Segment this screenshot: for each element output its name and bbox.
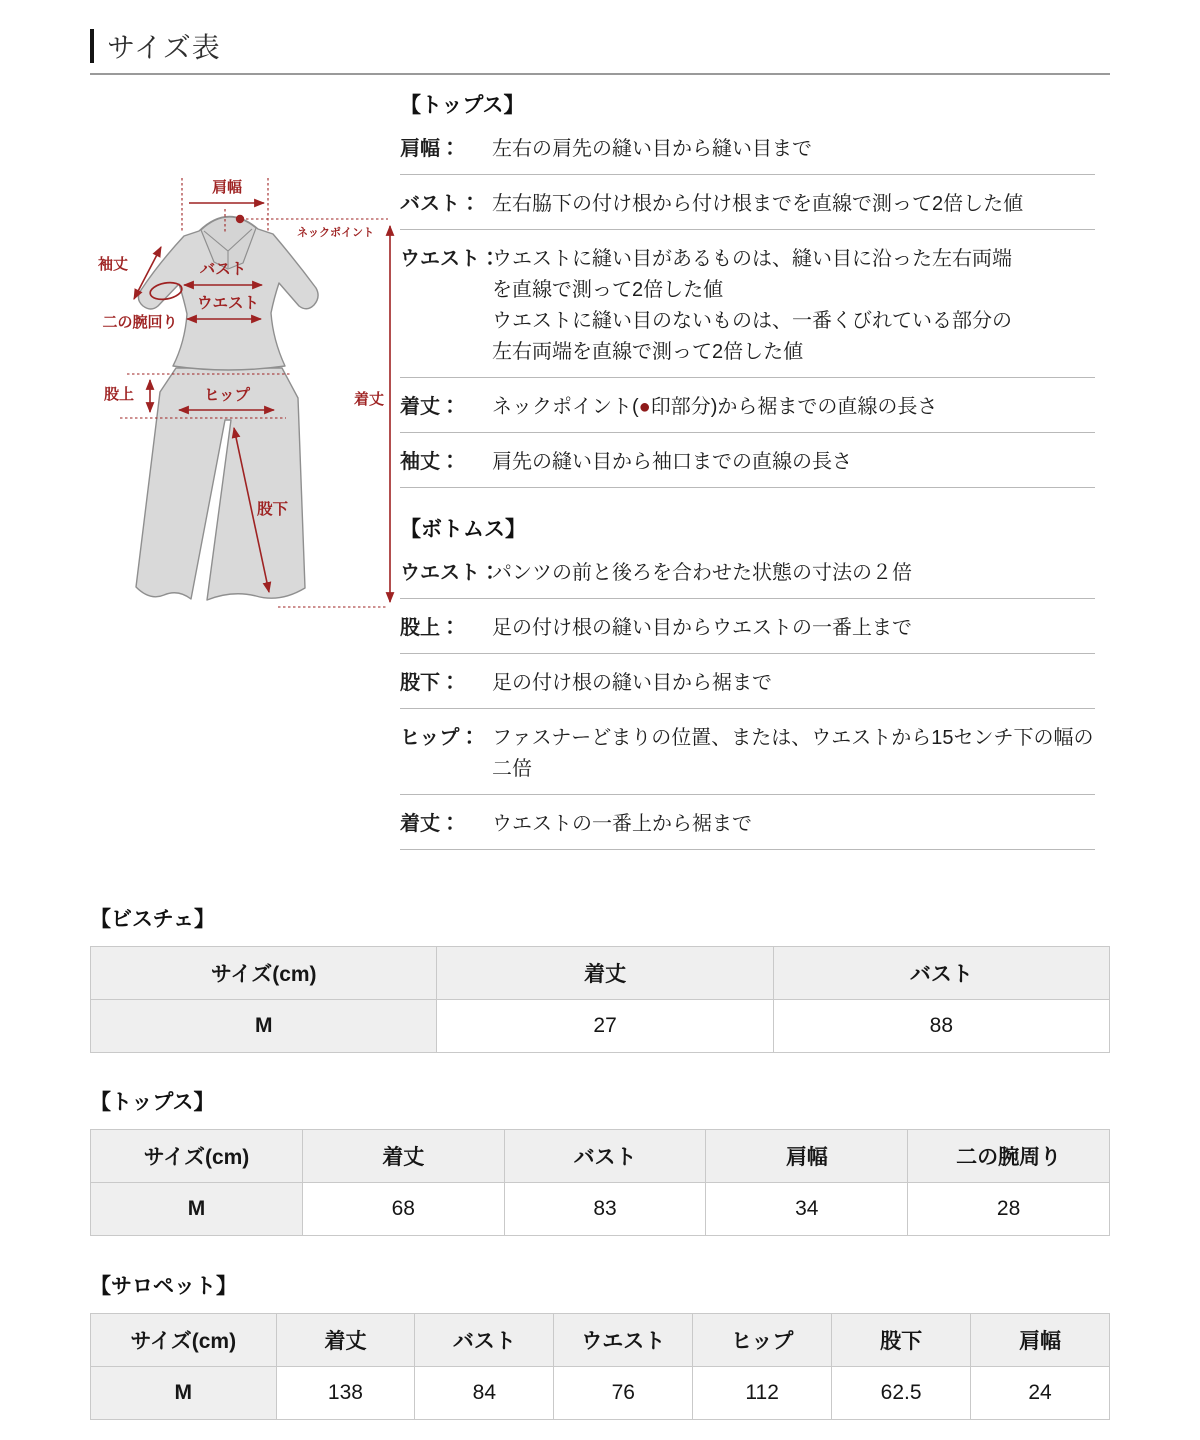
table-header-row: [91, 1130, 1110, 1183]
table-value-cell: 28: [908, 1183, 1110, 1236]
bust-label: バスト: [199, 261, 247, 278]
table-header-cell: 着丈: [437, 947, 773, 1000]
length-label: 着丈: [353, 391, 384, 408]
table-row: [91, 1367, 1110, 1420]
definition-term: 股下：: [400, 672, 460, 694]
neck-point-label: ネックポイント: [297, 227, 374, 239]
bustier-table: [90, 946, 1110, 1053]
inseam-label: 股下: [257, 501, 289, 518]
rise-label: 股上: [104, 386, 135, 403]
table-value-cell: 34: [706, 1183, 908, 1236]
table-header-cell: 着丈: [276, 1314, 415, 1367]
table-header-row: [91, 1314, 1110, 1367]
definition-row-inseam: [400, 654, 1095, 709]
table-header-cell: サイズ(cm): [91, 947, 437, 1000]
table-header-row: [91, 947, 1110, 1000]
definition-term: バスト：: [400, 193, 480, 215]
definition-term: 袖丈：: [400, 451, 460, 473]
definition-description: ネックポイント(●印部分)から裾までの直線の長さ: [492, 396, 938, 418]
neck-point-dot: [236, 215, 244, 223]
table-header-cell: バスト: [415, 1314, 554, 1367]
definition-description: 左右の肩先の縫い目から縫い目まで: [492, 138, 812, 160]
upper-arm-label: 二の腕回り: [102, 314, 178, 331]
table-row: [91, 1183, 1110, 1236]
table-value-cell: 76: [554, 1367, 693, 1420]
title-underline: [90, 73, 1110, 75]
table-header-cell: 肩幅: [971, 1314, 1110, 1367]
size-guide-diagram: [88, 158, 408, 636]
page-title: サイズ表: [107, 32, 221, 63]
shoulder-width-label: 肩幅: [211, 179, 243, 196]
hip-label: ヒップ: [203, 387, 251, 404]
size-label-cell: M: [91, 1183, 303, 1236]
table-value-cell: 88: [773, 1000, 1109, 1053]
table-header-cell: ウエスト: [554, 1314, 693, 1367]
table-header-cell: サイズ(cm): [91, 1130, 303, 1183]
table-value-cell: 83: [504, 1183, 706, 1236]
tops-definitions-heading: 【トップス】: [400, 94, 525, 117]
definition-description: 肩先の縫い目から袖口までの直線の長さ: [492, 451, 852, 473]
table-value-cell: 24: [971, 1367, 1110, 1420]
tops-section: [90, 1086, 1110, 1236]
table-header-cell: ヒップ: [693, 1314, 832, 1367]
definition-row-hip: [400, 709, 1095, 795]
definition-term: 着丈：: [400, 813, 460, 835]
size-label-cell: M: [91, 1367, 277, 1420]
title-accent-bar: [90, 29, 94, 63]
measurement-definitions: [400, 92, 1095, 850]
tops-table-title: 【トップス】: [90, 1091, 215, 1114]
definition-term: ウエスト：: [400, 248, 500, 270]
table-value-cell: 138: [276, 1367, 415, 1420]
definition-row-length-bottoms: [400, 795, 1095, 850]
definition-description: ウエストの一番上から裾まで: [492, 813, 752, 835]
page-title-block: [90, 26, 221, 66]
table-value-cell: 68: [302, 1183, 504, 1236]
table-header-cell: 二の腕周り: [908, 1130, 1110, 1183]
table-row: [91, 1000, 1110, 1053]
table-header-cell: バスト: [773, 947, 1109, 1000]
table-header-cell: バスト: [504, 1130, 706, 1183]
definition-term: 股上：: [400, 617, 460, 639]
definition-row-bust: [400, 175, 1095, 230]
table-value-cell: 62.5: [832, 1367, 971, 1420]
bottoms-definitions-heading: 【ボトムス】: [400, 518, 526, 541]
salopette-section: [90, 1270, 1110, 1420]
bustier-table-title: 【ビスチェ】: [90, 908, 215, 931]
definition-row-waist-bottoms: [400, 544, 1095, 599]
table-header-cell: 股下: [832, 1314, 971, 1367]
definition-row-sleeve: [400, 433, 1095, 488]
definition-description: 足の付け根の縫い目からウエストの一番上まで: [492, 617, 912, 639]
definition-term: 肩幅：: [400, 138, 460, 160]
definition-term: ヒップ：: [400, 727, 480, 749]
size-label-cell: M: [91, 1000, 437, 1053]
sleeve-length-label: 袖丈: [98, 256, 129, 273]
table-header-cell: 着丈: [302, 1130, 504, 1183]
definition-description: パンツの前と後ろを合わせた状態の寸法の２倍: [492, 562, 912, 584]
definition-description: 足の付け根の縫い目から裾まで: [492, 672, 772, 694]
table-value-cell: 112: [693, 1367, 832, 1420]
salopette-table: [90, 1313, 1110, 1420]
red-dot-mark: ●: [638, 396, 651, 418]
definition-row-waist-tops: [400, 230, 1095, 378]
waist-label: ウエスト: [196, 295, 260, 312]
definition-row-length-tops: [400, 378, 1095, 433]
bustier-section: [90, 903, 1110, 1053]
definition-description: ウエストに縫い目があるものは、縫い目に沿った左右両端 を直線で測って2倍した値 ウエストに縫い目のないものは、一番くびれている部分の 左右両端を直線で測って2倍した値: [492, 248, 1012, 363]
table-value-cell: 84: [415, 1367, 554, 1420]
definition-description: ファスナーどまりの位置、または、ウエストから15センチ下の幅の 二倍: [492, 727, 1094, 780]
table-header-cell: 肩幅: [706, 1130, 908, 1183]
definition-row-shoulder: [400, 120, 1095, 175]
definition-term: ウエスト：: [400, 562, 500, 584]
definition-description: 左右脇下の付け根から付け根までを直線で測って2倍した値: [492, 193, 1024, 215]
definition-row-rise: [400, 599, 1095, 654]
table-header-cell: サイズ(cm): [91, 1314, 277, 1367]
definition-term: 着丈：: [400, 396, 460, 418]
table-value-cell: 27: [437, 1000, 773, 1053]
tops-table: [90, 1129, 1110, 1236]
salopette-table-title: 【サロペット】: [90, 1275, 237, 1298]
